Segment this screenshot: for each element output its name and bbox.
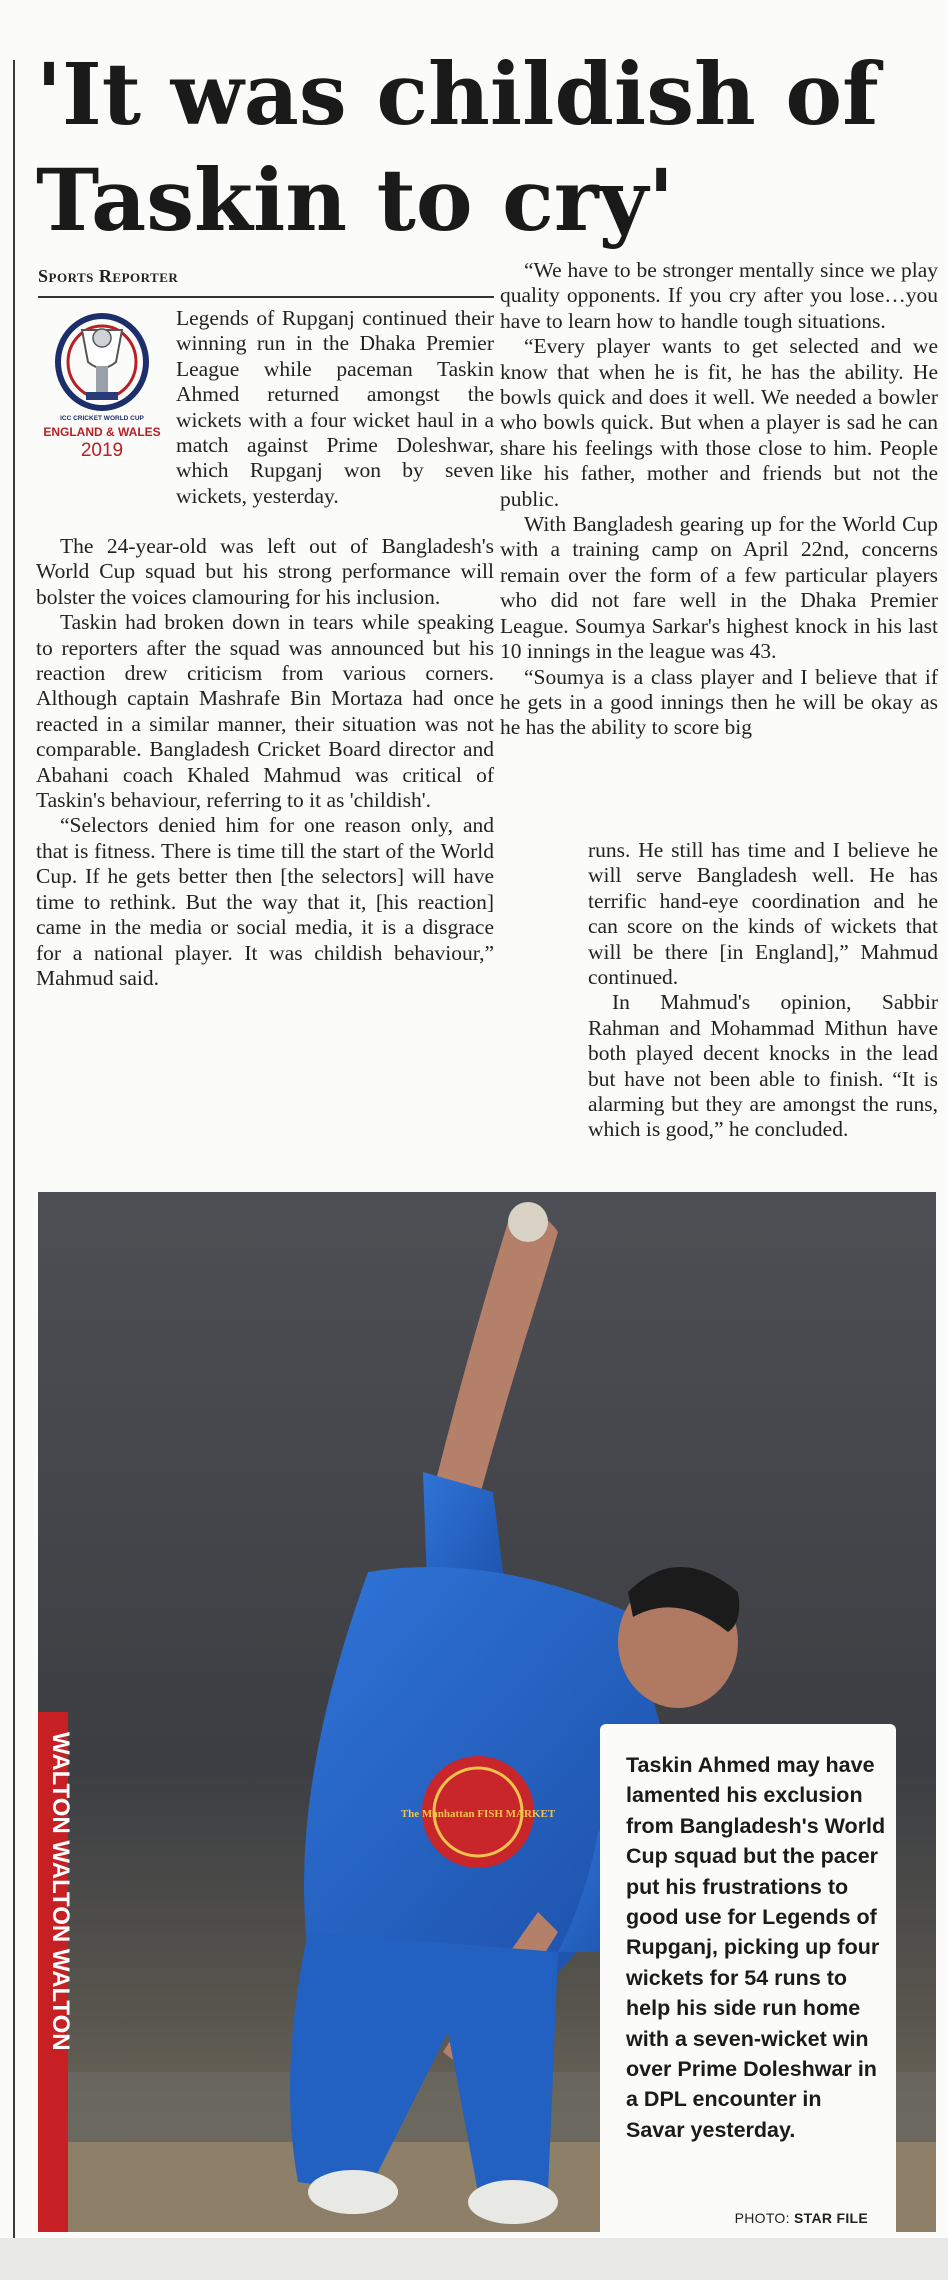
column-2 — [500, 258, 938, 741]
paragraph: In Mahmud's opinion, Sabbir Rahman and Mohammad Mithun have both played decent knocks in the lead but have not been able to finish. “It is alarming but they are amongst the runs, which is good,” he concluded. — [588, 990, 938, 1142]
paragraph: runs. He still has time and I believe he will serve Bangladesh well. He has terrific hand-eye coordination and he can score on the kinds of wickets that will be there [in England],” Mahmud continued. — [588, 838, 938, 990]
bowler-photo — [38, 1192, 936, 2232]
column-2-continued — [588, 838, 938, 1143]
paragraph: “Selectors denied him for one reason only, and that is fitness. There is time till the start of the World Cup. If he gets better then [the selectors] will have time to rethink. But the way that it, [his reaction] came in the media or social media, it is a disgrace for a national player. It was childish behaviour,” Mahmud said. — [36, 813, 494, 990]
headline-line-1: 'It was childish of — [36, 45, 879, 145]
paragraph: The 24-year-old was left out of Bangladesh's World Cup squad but his strong performance will bolster the voices clamouring for his inclusion. — [36, 534, 494, 609]
column-rule — [13, 60, 15, 2240]
svg-text:WALTON WALTON WALTON: WALTON WALTON WALTON — [47, 1732, 74, 2051]
logo-line-2: ENGLAND & WALES — [43, 425, 161, 439]
paragraph: “Every player wants to get selected and we know that when he is fit, he has the ability. He bowls quick and does it well. We needed a bowler who bowls quick. But when a player is sad he can share his feelings with those close to him. People like his father, mother and friends but not the public. — [500, 334, 938, 511]
page-bottom-margin — [0, 2238, 948, 2280]
logo-line-1: ICC CRICKET WORLD CUP — [60, 415, 144, 422]
paragraph: Taskin had broken down in tears while speaking to reporters after the squad was announced but his reaction drew criticism from various corners. Although captain Mashrafe Bin Mortaza had once reacted in a similar manner, their situation was not comparable. Bangladesh Cricket Board director and Abahani coach Khaled Mahmud was critical of Taskin's behaviour, referring to it as 'childish'. — [36, 610, 494, 813]
photo-credit-source: STAR FILE — [794, 2210, 868, 2226]
column-1 — [36, 534, 494, 991]
headline-line-2: Taskin to cry' — [36, 151, 675, 251]
photo-credit — [735, 2210, 868, 2226]
paragraph: Legends of Rupganj continued their winning run in the Dhaka Premier League while paceman Taskin Ahmed returned amongst the wickets with a four wicket haul in a match against Prime Doleshwar, which Rupganj won by seven wickets, yesterday. — [176, 306, 494, 508]
column-1-intro — [176, 306, 494, 509]
photo-caption: Taskin Ahmed may have lamented his exclusion from Bangladesh's World Cup squad but the pacer put his frustrations to good use for Legends of Rupganj, picking up four wickets for 54 runs to help his side run home with a seven-wicket win over Prime Doleshwar in a DPL encounter in Savar yesterday. — [626, 1753, 886, 2142]
headline — [36, 42, 916, 254]
photo-caption-box — [600, 1724, 896, 2232]
shirt-badge-text: The Manhattan FISH MARKET — [400, 1808, 556, 1820]
paragraph: “We have to be stronger mentally since we play quality opponents. If you cry after you lose…you have to learn how to handle tough situations. — [500, 258, 938, 333]
byline: Sports Reporter — [38, 266, 179, 286]
byline-divider — [38, 296, 494, 298]
photo-credit-label: PHOTO: — [734, 2210, 790, 2226]
logo-year: 2019 — [80, 440, 124, 461]
paragraph: With Bangladesh gearing up for the World Cup with a training camp on April 22nd, concerns remain over the form of a few particular players who did not fare well in the Dhaka Premier League. Soumya Sarkar's highest knock in his last 10 innings in the league was 43. — [500, 512, 938, 664]
world-cup-trophy-icon — [58, 316, 146, 408]
paragraph: “Soumya is a class player and I believe that if he gets in a good innings then he will be okay as he has the ability to score big — [500, 664, 938, 740]
world-cup-logo — [36, 306, 168, 464]
